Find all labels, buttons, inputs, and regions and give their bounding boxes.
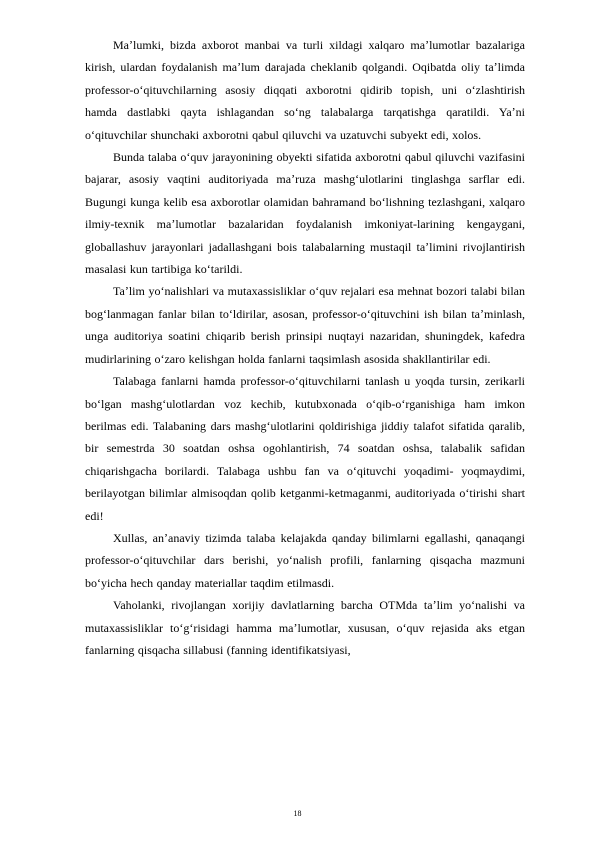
paragraph-5: Xullas, anʼanaviy tizimda talaba kelajakda qanday bilimlarni egallashi, qanaqangi professor-oʻqituvchilar dars berishi, yoʻnalish profili, fanlarning qisqacha mazmuni boʻyicha hech qanday materiallar taqdim etilmasdi. [85,530,525,590]
paragraph-4: Talabaga fanlarni hamda professor-oʻqituvchilarni tanlash u yoqda tursin, zerikarli boʻlgan mashgʻulotlardan voz kechib, kutubxonada oʻqib-oʻrganishiga ham imkon berilmas edi. Talabaning dars mashgʻulotlarini qoldirishiga jiddiy talafot sifatida qaralib, bir semestrda 30 soatdan oshsa ogohlantirish, 74 soatdan oshsa, talabalik safidan chiqarishgacha borilardi. Talabaga ushbu fan va oʻqituvchi yoqadimi- yoqmaydimi, berilayotgan bilimlar almisoqdan qolib ketganmi-ketmaganmi, auditoriyada oʻtirishi shart edi! [85,374,525,523]
document-body [85,34,525,661]
paragraph-6: Vaholanki, rivojlangan xorijiy davlatlarning barcha OTMda taʼlim yoʻnalishi va mutaxassisliklar toʻgʻrisidagi hamma maʼlumotlar, xususan, oʻquv rejasida aks etgan fanlarning qisqacha sillabusi (fanning identifikatsiyasi, [85,598,525,657]
paragraph-1: Maʼlumki, bizda axborot manbai va turli xildagi xalqaro maʼlumotlar bazalariga kirish, ulardan foydalanish maʼlum darajada cheklanib qolgandi. Oqibatda oliy taʼlimda professor-oʻqituvchilarning asosiy diqqati axborotni qidirib topish, uni oʻzlashtirish hamda dastlabki qayta ishlagandan soʻng talabalarga tarqatishga qaratildi. Yaʼni oʻqituvchilar shunchaki axborotni qabul qiluvchi va uzatuvchi subyekt edi, xolos. [85,38,525,142]
paragraph-2: Bunda talaba oʻquv jarayonining obyekti sifatida axborotni qabul qiluvchi vazifasini bajarar, asosiy vaqtini auditoriyada maʼruza mashgʻulotlarini tinglashga sarflar edi. Bugungi kunga kelib esa axborotlar olamidan bahramand boʻlishning tezlashgani, xalqaro ilmiy-texnik maʼlumotlar bazalaridan foydalanish imkoniyat-larining kengaygani, globallashuv jarayonlari jadallashgani bois talabalarning mustaqil taʼlimini rivojlantirish masalasi kun tartibiga koʻtarildi. [85,150,525,277]
paragraph-3: Taʼlim yoʻnalishlari va mutaxassisliklar oʻquv rejalari esa mehnat bozori talabi bilan bogʻlanmagan fanlar bilan toʻldirilar, asosan, professor-oʻqituvchini ish bilan taʼminlash, unga auditoriya soatini chiqarib berish prinsipi nuqtayi nazaridan, shuningdek, kafedra mudirlarining oʻzaro kelishgan holda fanlarni taqsimlash asosida shakllantirilar edi. [85,284,525,366]
page-number: 18 [293,809,302,818]
